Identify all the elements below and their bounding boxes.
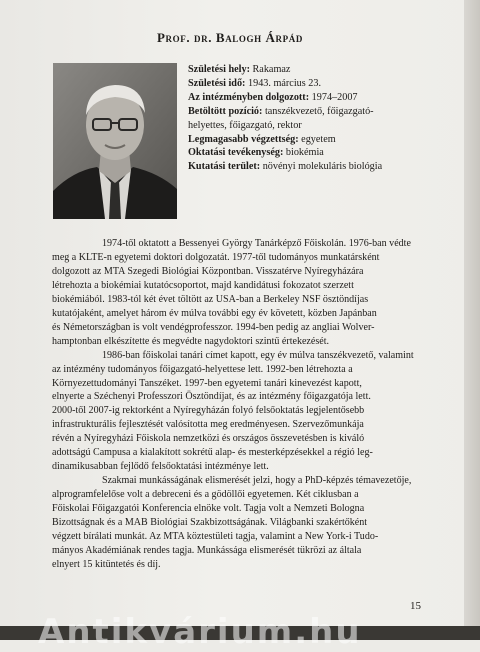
info-row — [188, 133, 458, 147]
info-label: Az intézményben dolgozott: — [188, 91, 310, 103]
text-line: Bizottságnak és a MAB Biológiai Szakbizottságának. Világbanki szakértőként — [52, 517, 368, 529]
watermark: Antikvárium.hu — [38, 612, 362, 652]
page-edge — [464, 0, 480, 640]
info-label: Betöltött pozíció: — [188, 105, 263, 117]
portrait-photo — [53, 63, 177, 219]
text-line: az intézmény tudományos főigazgató-helyettese lett. 1992-ben létrehozta a — [52, 363, 353, 375]
info-row — [188, 119, 458, 133]
text-line: 2000-től 2007-ig rektorként a Nyíregyházán folyó felsőoktatás legjelentősebb — [52, 405, 365, 417]
info-label: Oktatási tevékenység: — [188, 147, 284, 159]
text-line: elnyert 15 kitüntetés és díj. — [52, 558, 161, 570]
portrait-icon — [53, 63, 177, 219]
text-line: biokémiából. 1983-tól két évet töltött az USA-ban a Berkeley NSF ösztöndíjas — [52, 293, 369, 305]
info-label: Születési hely: — [188, 64, 250, 75]
info-value: egyetem — [301, 133, 336, 145]
text-line: meg a KLTE-n egyetemi doktori dolgozatát. 1977-től tudományos munkatársként — [52, 251, 380, 263]
text-line: létrehozta a biokémiai kutatócsoportot, majd kandidátusi fokozatot szerzett — [52, 279, 354, 291]
text-line: Környezettudományi Tanszéket. 1997-ben egyetemi tanári kinevezést kapott, — [52, 377, 362, 389]
page-number: 15 — [410, 600, 421, 612]
text-line: dolgozott az MTA Szegedi Biológiai Központban. Visszatérve Nyíregyházára — [52, 265, 364, 277]
info-row — [188, 146, 458, 160]
info-value: helyettes, főigazgató, rektor — [188, 119, 302, 131]
page-title — [157, 30, 303, 46]
text-line: dinamikusabban fejlődő felsőoktatási intézménye lett. — [52, 461, 269, 473]
text-line: elnyerte a Széchenyi Professzori Ösztöndíjat, és az intézmény főigazgatója lett. — [52, 391, 371, 403]
text-line: hamptonban elkészítette és megvédte nagydoktori szintű értekezését. — [52, 335, 330, 347]
info-row — [188, 105, 458, 119]
info-row — [188, 91, 458, 105]
info-value: 1974–2007 — [311, 91, 358, 103]
text-line: révén a Nyíregyházi Főiskola nemzetközi és országos összevetésben is kiváló — [52, 433, 365, 445]
text-line: adottságú Campusa a kialakított sokrétű alap- és mesterképzésekkel a régió leg- — [52, 447, 373, 459]
info-value: növényi molekuláris biológia — [262, 161, 383, 173]
text-line: kutatójaként, amelyet három év múlva további egy év követett, közben Japánban — [52, 307, 377, 319]
text-line: infrastrukturális fejlesztését valósította meg eredményesen. Szervezőmunkája — [52, 419, 364, 431]
info-label: Kutatási terület: — [188, 161, 261, 173]
info-label: Legmagasabb végzettség: — [188, 133, 299, 145]
biography-text — [52, 237, 450, 572]
text-line: mányos Akadémiának rendes tagja. Munkássága elismerését tükrözi az általa — [52, 544, 362, 556]
text-line: Főiskolai Főigazgatói Konferencia elnöke volt. Tagja volt a Nemzeti Bologna — [52, 503, 365, 515]
text-line: Szakmai munkásságának elismerését jelzi, hogy a PhD-képzés témavezetője, — [102, 475, 412, 487]
text-line: 1974-től oktatott a Bessenyei György Tanárképző Főiskolán. 1976-ban védte — [102, 238, 411, 249]
text-line: 1986-ban főiskolai tanári címet kapott, egy év múlva tanszékvezető, valamint — [102, 349, 414, 361]
info-value: Rakamaz — [252, 64, 291, 75]
title-text: Prof. dr. Balogh Árpád — [157, 30, 303, 45]
info-value: 1943. március 23. — [248, 77, 321, 89]
info-row — [188, 63, 458, 77]
biography-info — [188, 63, 458, 174]
info-row — [188, 160, 458, 174]
text-line: és Németországban is volt vendégprofesszor. 1994-ben pedig az angliai Wolver- — [52, 321, 375, 333]
info-row — [188, 77, 458, 91]
info-value: biokémia — [285, 147, 324, 159]
info-value: tanszékvezető, főigazgató- — [264, 105, 374, 117]
text-line: alprogramfelelőse volt a debreceni és a gödöllői egyetemen. Két ciklusban a — [52, 489, 359, 501]
text-line: végzett bírálati munkát. Az MTA köztestületi tagja, valamint a New York-i Tudo- — [52, 531, 379, 543]
info-label: Születési idő: — [188, 77, 246, 89]
